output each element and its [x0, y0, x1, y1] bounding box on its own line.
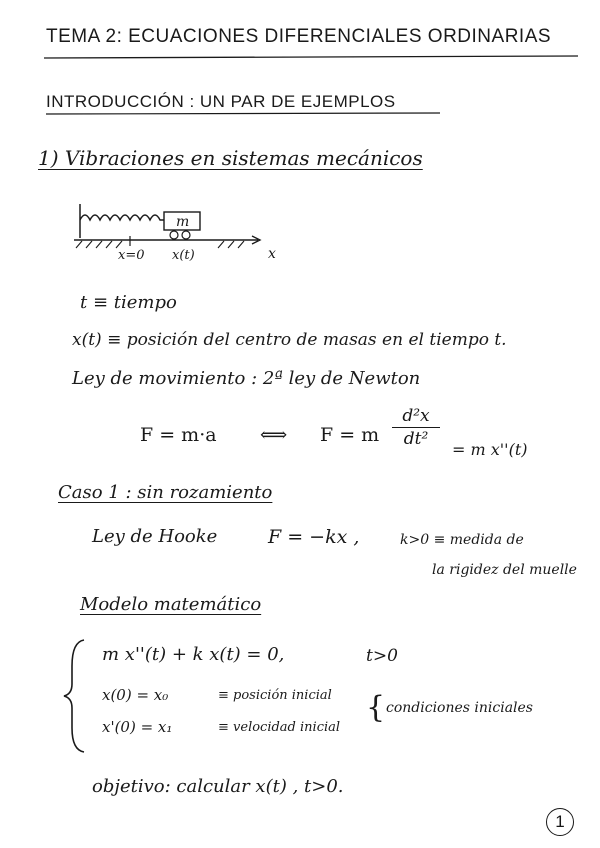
- page-number: 1: [546, 808, 574, 836]
- hooke-condition: k>0 ≡ medida de: [400, 532, 524, 548]
- newton-iff: ⟺: [260, 424, 288, 446]
- newton-mid: F = m: [320, 424, 380, 446]
- t-definition: t ≡ tiempo: [80, 292, 177, 313]
- hooke-condition-2: la rigidez del muelle: [432, 562, 577, 578]
- hooke-equation: F = −kx ,: [268, 526, 360, 548]
- ode-time-condition: t>0: [366, 646, 398, 666]
- ode-equation: m x''(t) + k x(t) = 0,: [102, 644, 285, 665]
- hooke-label: Ley de Hooke: [92, 526, 218, 547]
- initial-condition-1-desc: ≡ posición inicial: [218, 688, 332, 703]
- diagram-mass-label: m: [176, 214, 190, 230]
- x-definition: x(t) ≡ posición del centro de masas en el tiempo t.: [72, 330, 507, 350]
- diagram-position-label: x(t): [172, 248, 195, 263]
- fraction-bar: [392, 427, 440, 428]
- newton-rhs: = m x''(t): [452, 440, 528, 459]
- initial-conditions-label: condiciones iniciales: [386, 700, 533, 716]
- fraction-denominator: dt²: [403, 429, 429, 449]
- modelo-heading: Modelo matemático: [80, 594, 262, 615]
- ley-movimiento: Ley de movimiento : 2ª ley de Newton: [72, 368, 421, 389]
- diagram-origin-label: x=0: [118, 248, 145, 263]
- initial-conditions-brace: {: [366, 690, 386, 725]
- item-1-heading: 1) Vibraciones en sistemas mecánicos: [38, 146, 423, 170]
- diagram-axis-label: x: [268, 246, 276, 262]
- caso-1-heading: Caso 1 : sin rozamiento: [58, 482, 273, 503]
- initial-condition-2-desc: ≡ velocidad inicial: [218, 720, 341, 735]
- fraction-numerator: d²x: [402, 406, 430, 426]
- newton-fraction: [392, 406, 440, 449]
- left-brace: [60, 636, 90, 756]
- newton-lhs: F = m·a: [140, 424, 217, 446]
- initial-condition-2: x'(0) = x₁: [102, 718, 173, 736]
- page-title: TEMA 2: ECUACIONES DIFERENCIALES ORDINARIAS: [46, 26, 552, 47]
- section-heading: INTRODUCCIÓN : UN PAR DE EJEMPLOS: [46, 92, 396, 111]
- objetivo-line: objetivo: calcular x(t) , t>0.: [92, 776, 344, 797]
- initial-condition-1: x(0) = x₀: [102, 686, 169, 704]
